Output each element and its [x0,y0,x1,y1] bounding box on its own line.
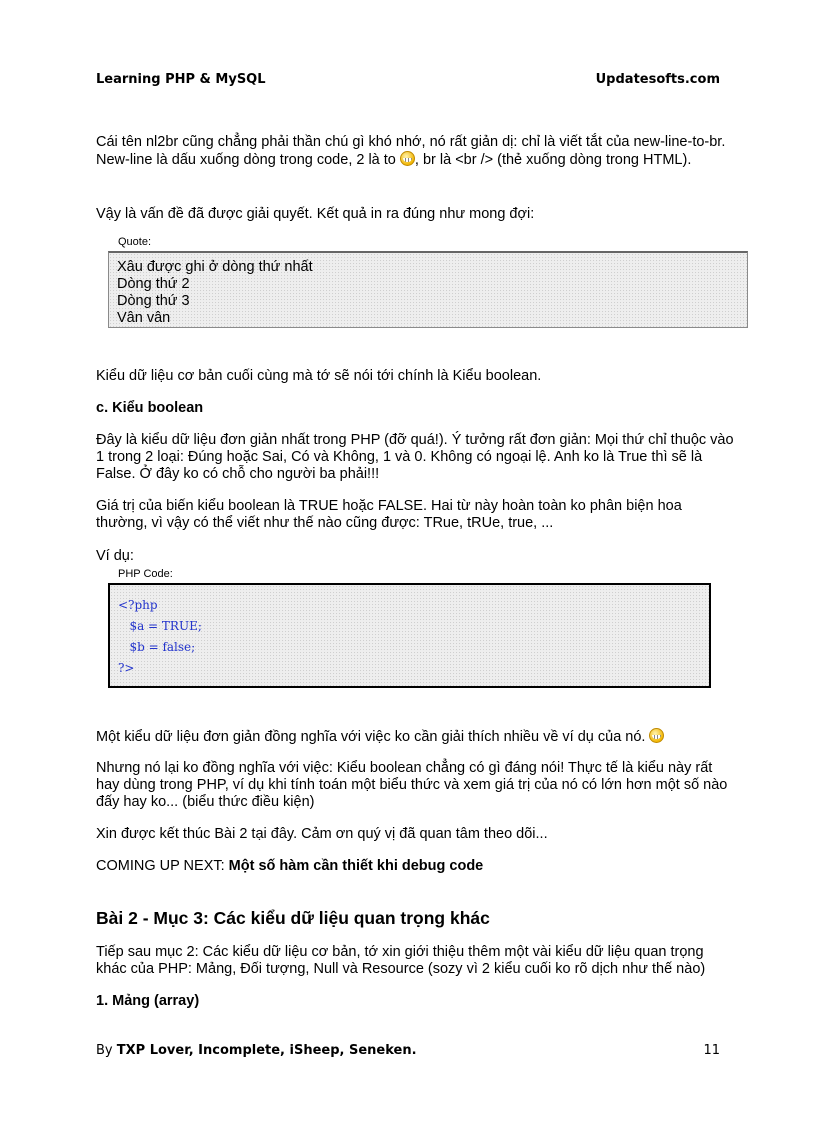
paragraph-boolean-intro: Đây là kiểu dữ liệu đơn giản nhất trong PHP (đỡ quá!). Ý tưởng rất đơn giản: Mọi thứ chỉ thuộc vào 1 trong 2 loại: Đúng hoặc Sai, Có và Không, 1 và 0. Không có ngoại lệ. Anh ko là True thì sẽ là False. Ở đây ko có chỗ cho người ba phải!!! [96,432,734,482]
paragraph-nl2br-part1: Cái tên nl2br cũng chẳng phải thần chú gì khó nhớ, nó rất giản dị: chỉ là viết tắt của new-line-to-br. New-line là dấu xuống dòng trong code, 2 là to [96,134,726,168]
code-label: PHP Code: [118,568,173,580]
header-left: Learning PHP & MySQL [96,72,266,87]
quote-line: Dòng thứ 2 [117,276,190,292]
paragraph-simple-type-text: Một kiểu dữ liệu đơn giản đồng nghĩa với việc ko cần giải thích nhiều về ví dụ của nó. [96,729,650,745]
footer [96,1043,720,1058]
coming-up-prefix: COMING UP NEXT: [96,858,229,874]
footer-authors: TXP Lover, Incomplete, iSheep, Seneken. [116,1043,417,1058]
section-title: Bài 2 - Mục 3: Các kiểu dữ liệu quan trọng khác [96,908,490,928]
paragraph-nl2br-part2: , br là <br /> (thẻ xuống dòng trong HTML). [414,152,692,168]
code-line: $b = false; [118,640,196,654]
coming-up-next [96,858,736,875]
footer-by: By [96,1043,117,1058]
code-line: $a = TRUE; [118,619,202,633]
code-line: ?> [118,661,135,675]
heading-boolean: c. Kiểu boolean [96,400,204,416]
page-number: 11 [703,1043,720,1058]
paragraph-boolean-usage: Nhưng nó lại ko đồng nghĩa với việc: Kiểu boolean chẳng có gì đáng nói! Thực tế là kiểu này rất hay dùng trong PHP, ví dụ khi tính toán một biểu thức và xem giá trị của nó có lớn hơn một số nào đấy hay ko... (biểu thức điều kiện) [96,760,728,810]
quote-line: Xâu được ghi ở dòng thứ nhất [117,259,313,275]
grin-emoticon-icon [400,151,415,166]
paragraph-nl2br [96,134,736,169]
quote-box [108,251,748,328]
header-right: Updatesofts.com [595,72,720,87]
grin-emoticon-icon [649,728,664,743]
paragraph-other-types: Tiếp sau mục 2: Các kiểu dữ liệu cơ bản, tớ xin giới thiệu thêm một vài kiểu dữ liệu quan trọng khác của PHP: Mảng, Đối tượng, Null và Resource (sozy vì 2 kiểu cuối ko rõ dịch như thế nào) [96,944,706,977]
paragraph-last-basic-type: Kiểu dữ liệu cơ bản cuối cùng mà tớ sẽ nói tới chính là Kiểu boolean. [96,368,542,384]
paragraph-simple-type [96,728,736,746]
coming-up-title: Một số hàm cần thiết khi debug code [228,858,484,874]
paragraph-closing: Xin được kết thúc Bài 2 tại đây. Cảm ơn quý vị đã quan tâm theo dõi... [96,826,548,842]
quote-label: Quote: [118,236,152,248]
paragraph-example: Ví dụ: [96,548,134,564]
quote-line: Dòng thứ 3 [117,293,190,309]
paragraph-solved: Vậy là vấn đề đã được giải quyết. Kết quả in ra đúng như mong đợi: [96,206,535,222]
paragraph-boolean-values: Giá trị của biến kiểu boolean là TRUE hoặc FALSE. Hai từ này hoàn toàn ko phân biện hoa thường, vì vậy có thể viết như thế nào cũng được: TRue, tRUe, true, ... [96,498,682,531]
heading-array: 1. Mảng (array) [96,993,200,1009]
code-line: <?php [118,598,158,612]
code-box [108,583,711,688]
quote-line: Vân vân [117,310,171,326]
